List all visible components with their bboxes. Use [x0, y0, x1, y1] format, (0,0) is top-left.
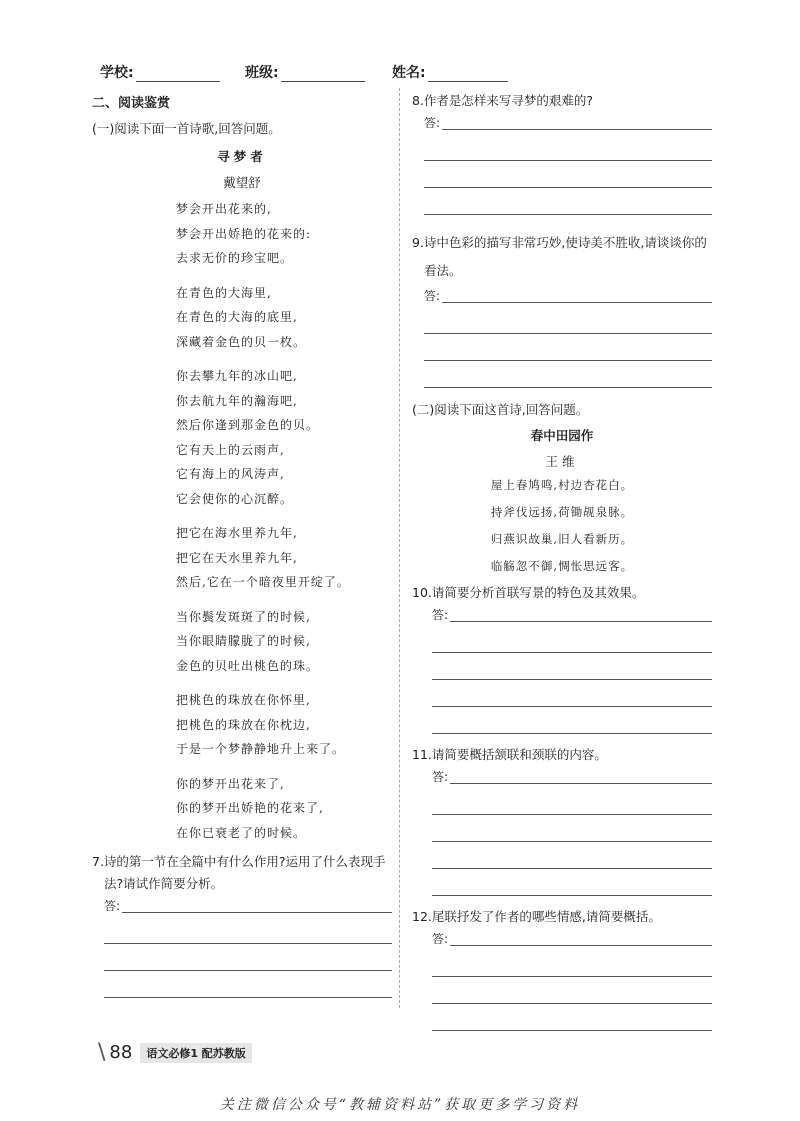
poem2-line: 归燕识故巢,旧人看新历。 — [490, 532, 634, 546]
school-blank[interactable] — [136, 65, 220, 82]
answer-line[interactable] — [432, 653, 712, 680]
question-8 — [412, 90, 712, 215]
answer-line[interactable] — [432, 869, 712, 896]
answer-line[interactable] — [424, 134, 712, 161]
footer-slash: \ — [98, 1040, 106, 1065]
answer-line[interactable] — [424, 161, 712, 188]
poem2-body — [412, 472, 712, 580]
question-10-text: 10.请简要分析首联写景的特色及其效果。 — [412, 585, 645, 600]
poem1-stanza — [92, 688, 392, 762]
question-12 — [412, 906, 712, 1031]
answer-line[interactable] — [424, 307, 712, 334]
question-10 — [412, 582, 712, 734]
answer-line[interactable] — [432, 626, 712, 653]
answer-line[interactable] — [424, 334, 712, 361]
question-11-answer[interactable] — [412, 766, 712, 788]
class-field — [245, 62, 365, 82]
poem2-line: 屋上春鸠鸣,村边杏花白。 — [490, 478, 634, 492]
question-7-text: 7.诗的第一节在全篇中有什么作用?运用了什么表现手法?请试作简要分析。 — [92, 854, 386, 891]
page-number: 88 — [109, 1042, 133, 1063]
school-label: 学校: — [100, 65, 134, 81]
answer-line[interactable] — [104, 917, 392, 944]
poem1-line: 你去攀九年的冰山吧, — [176, 369, 298, 383]
answer-line[interactable] — [442, 128, 712, 130]
poem1-stanza — [92, 521, 392, 595]
poem1-line: 你的梦开出花来了, — [176, 776, 285, 791]
poem1-title: 寻梦者 — [217, 149, 267, 164]
student-info-header — [0, 62, 800, 86]
answer-line[interactable] — [424, 188, 712, 215]
answer-line[interactable] — [432, 707, 712, 734]
answer-line[interactable] — [432, 842, 712, 869]
poem2-line: 持斧伐远扬,荷锄觇泉脉。 — [490, 505, 634, 519]
question-7-answer[interactable] — [92, 895, 392, 917]
class-blank[interactable] — [281, 65, 365, 82]
poem1-line: 梦会开出娇艳的花来的: — [176, 226, 312, 241]
answer-line[interactable] — [450, 620, 712, 622]
question-8-text: 8.作者是怎样来写寻梦的艰难的? — [412, 93, 594, 108]
poem1-body — [92, 197, 392, 845]
question-9 — [412, 229, 712, 388]
poem2-author: 王维 — [545, 454, 579, 469]
answer-line[interactable] — [432, 950, 712, 977]
question-7 — [92, 851, 392, 998]
question-10-answer[interactable] — [412, 604, 712, 626]
answer-label: 答: — [424, 116, 441, 130]
poem1-line: 当你眼睛朦胧了的时候, — [176, 634, 311, 648]
name-label: 姓名: — [392, 65, 426, 81]
poem1-line: 当你鬓发斑斑了的时候, — [176, 609, 311, 624]
answer-line[interactable] — [122, 911, 392, 913]
right-column — [412, 90, 712, 1031]
section-title: 二、阅读鉴赏 — [92, 96, 171, 111]
poem1-line: 把桃色的珠放在你枕边, — [176, 717, 311, 732]
answer-line[interactable] — [424, 361, 712, 388]
poem1-stanza — [92, 364, 392, 511]
question-11-text: 11.请简要概括颔联和颈联的内容。 — [412, 747, 607, 762]
poem1-stanza — [92, 772, 392, 846]
answer-line[interactable] — [432, 815, 712, 842]
poem1-line: 梦会开出花来的, — [176, 202, 272, 216]
poem1-line: 去求无价的珍宝吧。 — [176, 251, 294, 265]
answer-line[interactable] — [104, 944, 392, 971]
left-column — [92, 90, 392, 998]
part2-intro: (二)阅读下面这首诗,回答问题。 — [412, 402, 589, 417]
answer-line[interactable] — [432, 1004, 712, 1031]
answer-line[interactable] — [432, 680, 712, 707]
question-9-answer[interactable] — [412, 285, 712, 307]
question-11 — [412, 744, 712, 896]
question-9-text: 9.诗中色彩的描写非常巧妙,使诗美不胜收,请谈谈你的看法。 — [412, 235, 707, 278]
answer-line[interactable] — [432, 788, 712, 815]
poem1-stanza — [92, 605, 392, 679]
question-12-text: 12.尾联抒发了作者的哪些情感,请简要概括。 — [412, 909, 661, 924]
answer-line[interactable] — [450, 944, 712, 946]
column-divider — [399, 88, 400, 1008]
class-label: 班级: — [245, 65, 279, 81]
poem1-line: 你去航九年的瀚海吧, — [176, 393, 298, 408]
poem1-line: 在青色的大海里, — [176, 285, 272, 300]
answer-label: 答: — [432, 608, 449, 622]
poem2-title: 春中田园作 — [530, 428, 594, 443]
part1-intro: (一)阅读下面一首诗歌,回答问题。 — [92, 121, 281, 136]
answer-label: 答: — [432, 932, 449, 946]
name-blank[interactable] — [428, 65, 508, 82]
poem1-line: 把它在海水里养九年, — [176, 526, 298, 540]
poem1-line: 它会使你的心沉醉。 — [176, 491, 294, 506]
question-8-answer[interactable] — [412, 112, 712, 134]
answer-line[interactable] — [104, 971, 392, 998]
poem1-line: 把它在天水里养九年, — [176, 550, 298, 565]
book-label: 语文必修1 配苏教版 — [140, 1043, 251, 1063]
question-12-answer[interactable] — [412, 928, 712, 950]
poem1-author: 戴望舒 — [223, 175, 261, 190]
poem1-line: 然后你逢到那金色的贝。 — [176, 418, 320, 432]
school-field — [100, 62, 220, 82]
answer-label: 答: — [424, 289, 441, 303]
poem1-line: 在你已衰老了的时候。 — [176, 825, 307, 840]
poem1-line: 深藏着金色的贝一枚。 — [176, 334, 307, 349]
answer-label: 答: — [104, 899, 121, 913]
poem1-line: 金色的贝吐出桃色的珠。 — [176, 658, 320, 673]
answer-line[interactable] — [432, 977, 712, 1004]
poem1-line: 于是一个梦静静地升上来了。 — [176, 742, 346, 756]
poem1-line: 它有海上的风涛声, — [176, 467, 285, 481]
poem2-line: 临觞忽不御,惆怅思远客。 — [490, 559, 634, 573]
poem1-line: 把桃色的珠放在你怀里, — [176, 693, 311, 707]
poem1-line: 然后,它在一个暗夜里开绽了。 — [176, 575, 350, 589]
answer-label: 答: — [432, 770, 449, 784]
promo-text: 关注微信公众号“教辅资料站”获取更多学习资料 — [219, 1097, 581, 1113]
poem1-line: 你的梦开出娇艳的花来了, — [176, 801, 324, 815]
answer-line[interactable] — [442, 301, 712, 303]
answer-line[interactable] — [450, 782, 712, 784]
poem1-stanza — [92, 281, 392, 355]
poem1-line: 它有天上的云雨声, — [176, 442, 285, 457]
page-footer — [98, 1040, 252, 1065]
poem1-stanza — [92, 197, 392, 271]
poem1-line: 在青色的大海的底里, — [176, 310, 298, 324]
name-field — [392, 62, 508, 82]
